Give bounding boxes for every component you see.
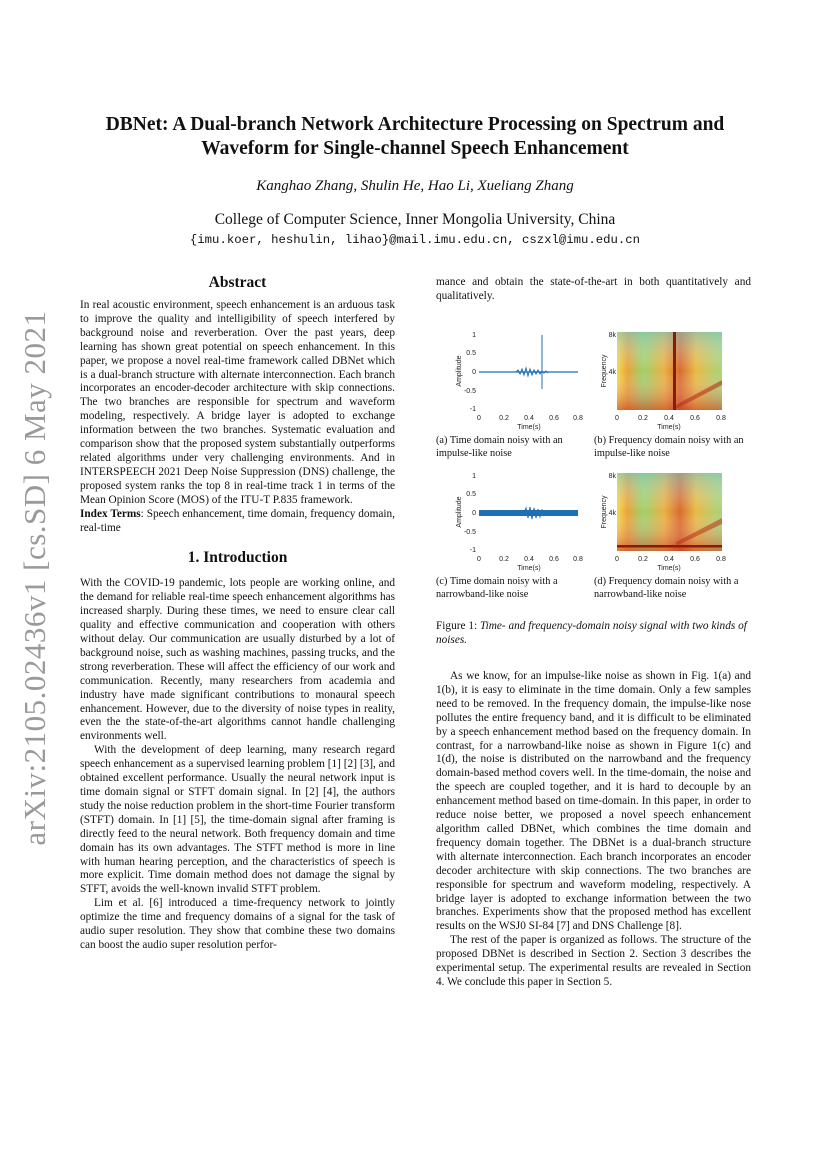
wave-a-ytick: 0.5 [466, 350, 476, 357]
wave-a-ylabel: Amplitude [456, 355, 463, 387]
abstract-heading: Abstract [208, 274, 267, 291]
spec-b-xtick: 0.4 [664, 415, 674, 422]
panel-b-spectrogram [601, 332, 726, 431]
wave-c-xtick: 0.8 [573, 556, 583, 563]
intro-paragraph-2: With the development of deep learning, many research regard speech enhancement as a supervised learning problem [1] [2] [3], and obtained excellent performance. Usually the neural network input is time domain signal or STFT domain signal. In [2] [4], the authors study the noise reduction problem in the short-time Fourier transform (STFT) domain. In [1] [5], the time-domain signal after framing is directly feed to the neural network. Both frequency domain and time domain has its own advantages. The STFT method is more in line with human hearing perception, and the characteristics of speech is more explicit. Time domain method does not damage the signal by STFT, avoids the well-known invalid STFT problem. [80, 744, 395, 896]
wave-c-xtick: 0.6 [549, 556, 559, 563]
spec-b-xtick: 0.8 [716, 415, 726, 422]
spec-d-ylabel: Frequency [601, 495, 608, 529]
wave-c-ytick: -0.5 [463, 529, 476, 536]
wave-c-ytick: -1 [469, 547, 476, 554]
spec-d-xtick: 0 [615, 556, 619, 563]
wave-c-ytick: 0 [472, 510, 476, 517]
arxiv-identifier: arXiv:2105.02436v1 [cs.SD] 6 May 2021 [17, 310, 52, 846]
spec-d-ytick: 8k [608, 473, 616, 480]
subcaption-a: (a) Time domain noisy with an impulse-like noise [436, 435, 563, 459]
wave-c-xtick: 0 [477, 556, 481, 563]
spec-b-ytick: 4k [608, 369, 616, 376]
wave-a-xtick: 0.6 [549, 415, 559, 422]
spec-d-xtick: 0.4 [664, 556, 674, 563]
wave-c-ytick: 0.5 [466, 491, 476, 498]
right-column-continuation: mance and obtain the state-of-the-art in both quantitatively and qualitatively. [436, 276, 751, 302]
wave-c-xlabel: Time(s) [517, 565, 541, 572]
left-column [80, 274, 395, 953]
spec-d-ytick: 4k [608, 510, 616, 517]
wave-a-ytick: 0 [472, 369, 476, 376]
spec-d-xtick: 0.8 [716, 556, 726, 563]
index-terms-text: : Speech enhancement, time domain, frequency domain, real-time [80, 507, 395, 534]
index-terms [80, 508, 395, 536]
right-paragraph-1: As we know, for an impulse-like noise as shown in Fig. 1(a) and 1(b), it is easy to eliminate in the time domain. Only a few samples need to be removed. In the frequency domain, the impulse-like nose pollutes the entire frequency band, and it is difficult to be eliminated by a speech enhancement method based on the frequency domain. In contrast, for a narrowband-like noise as shown in Figure 1(c) and 1(d), the noise is distributed on the narrowband and the frequency domain-based method covers well. In the time-domain, the noise and the speech are coupled together, and it is hard to decouple by an enhancement method based on time-domain. In this paper, in order to reduce noise better, we proposed a novel speech enhancement algorithm called DBNet, which combines the time domain and frequency domain together. The DBNet is a dual-branch structure with alternate interconnection. Each branch incorporates an encoder decoder architecture with skip connections. The two branches are responsible for spectrum and waveform modeling, respectively. A bridge layer is adopted to exchange information between the two branches. Experiments show that the proposed method has excellent results on the WSJ0 SI-84 [7] and DNS Challenge [8]. [436, 670, 751, 933]
spec-b-xtick: 0 [615, 415, 619, 422]
paper-title: DBNet: A Dual-branch Network Architecture Processing on Spectrum and Waveform for Single-channel Speech Enhancement [105, 114, 725, 159]
wave-a-ytick: -1 [469, 406, 476, 413]
wave-a-xtick: 0.8 [573, 415, 583, 422]
abstract-text: In real acoustic environment, speech enhancement is an arduous task to improve the quality and intelligibility of speech interfered by background noise and reverberation. Over the past years, deep learning has shown great potential on speech enhancement. In this paper, we propose a novel real-time framework called DBNet which is a dual-branch structure with alternate interconnection. Each branch incorporates an encoder-decoder architecture with skip connections. The two branches are responsible for spectrum and waveform modeling, respectively. A bridge layer is adopted to exchange information between the two branches. Systematic evaluation and comparison show that the proposed system substantially outperforms related algorithms under very challenging environments. And in INTERSPEECH 2021 Deep Noise Suppression (DNS) challenge, the proposed system ranks the top 8 in real-time track 1 in terms of the Mean Opinion Score (MOS) of the ITU-T P.835 framework. [80, 299, 395, 506]
wave-c-ytick: 1 [472, 473, 476, 480]
subcaption-b: (b) Frequency domain noisy with an impulse-like noise [594, 435, 744, 459]
affiliation: College of Computer Science, Inner Mongolia University, China [214, 211, 616, 228]
wave-a-xtick: 0.2 [499, 415, 509, 422]
right-column-body [436, 670, 751, 990]
spec-d-narrowband [617, 545, 722, 548]
figure-caption-text: Time- and frequency-domain noisy signal with two kinds of noises. [436, 620, 747, 646]
wave-a-xtick: 0.4 [524, 415, 534, 422]
spec-b-xtick: 0.2 [638, 415, 648, 422]
intro-paragraph-1: With the COVID-19 pandemic, lots people are working online, and the demand for reliable real-time speech enhancement algorithms has increased sharply. During these times, we need to ensure clear call quality and effective communication and cooperation with others without delay. Our communication are usually disturbed by a lot of background noise, such as washing machines, passing trucks, and the strong reverberation. These will affect the efficiency of our work and communication. Recently, many researchers from academia and industry have made significant contributions to monaural speech enhancement. However, due to the diversity of noise types in reality, even the the state-of-the-art algorithms cannot handle challenging environments well. [80, 577, 395, 743]
spec-d-xtick: 0.2 [638, 556, 648, 563]
spec-b-ylabel: Frequency [601, 354, 608, 388]
wave-a-ytick: 1 [472, 332, 476, 339]
panel-d-spectrogram [601, 473, 726, 572]
wave-c-ylabel: Amplitude [456, 496, 463, 528]
subcaption-d: (d) Frequency domain noisy with a narrowband-like noise [594, 576, 739, 600]
wave-a-xtick: 0 [477, 415, 481, 422]
author-list: Kanghao Zhang, Shulin He, Hao Li, Xueliang Zhang [256, 178, 574, 194]
spec-b-impulse-band [673, 332, 676, 410]
wave-c-xtick: 0.2 [499, 556, 509, 563]
intro-paragraph-3: Lim et al. [6] introduced a time-frequency network to jointly optimize the time and frequency domains of a signal for the task of audio super resolution. They show that combine these two domains can boost the audio super resolution perfor- [80, 897, 395, 951]
panel-c-waveform [456, 473, 583, 572]
introduction-heading: 1. Introduction [187, 549, 288, 567]
email-list: {imu.koer, heshulin, lihao}@mail.imu.edu.cn, cszxl@imu.edu.cn [189, 233, 641, 247]
index-terms-label: Index Terms [80, 507, 141, 520]
figure-caption [436, 619, 751, 647]
panel-a-waveform [456, 332, 583, 431]
spec-b-xlabel: Time(s) [657, 424, 681, 431]
wave-c-xtick: 0.4 [524, 556, 534, 563]
spec-d-xtick: 0.6 [690, 556, 700, 563]
spec-b-ytick: 8k [608, 332, 616, 339]
wave-a-xlabel: Time(s) [517, 424, 541, 431]
right-paragraph-2: The rest of the paper is organized as follows. The structure of the proposed DBNet is described in Section 2. Section 3 describes the experimental setup. The experimental results are revealed in Section 4. We conclude this paper in Section 5. [436, 934, 751, 988]
subcaption-c: (c) Time domain noisy with a narrowband-like noise [436, 576, 558, 600]
spec-b-xtick: 0.6 [690, 415, 700, 422]
spec-d-xlabel: Time(s) [657, 565, 681, 572]
wave-a-ytick: -0.5 [463, 388, 476, 395]
figure-caption-label: Figure 1: [436, 620, 478, 632]
